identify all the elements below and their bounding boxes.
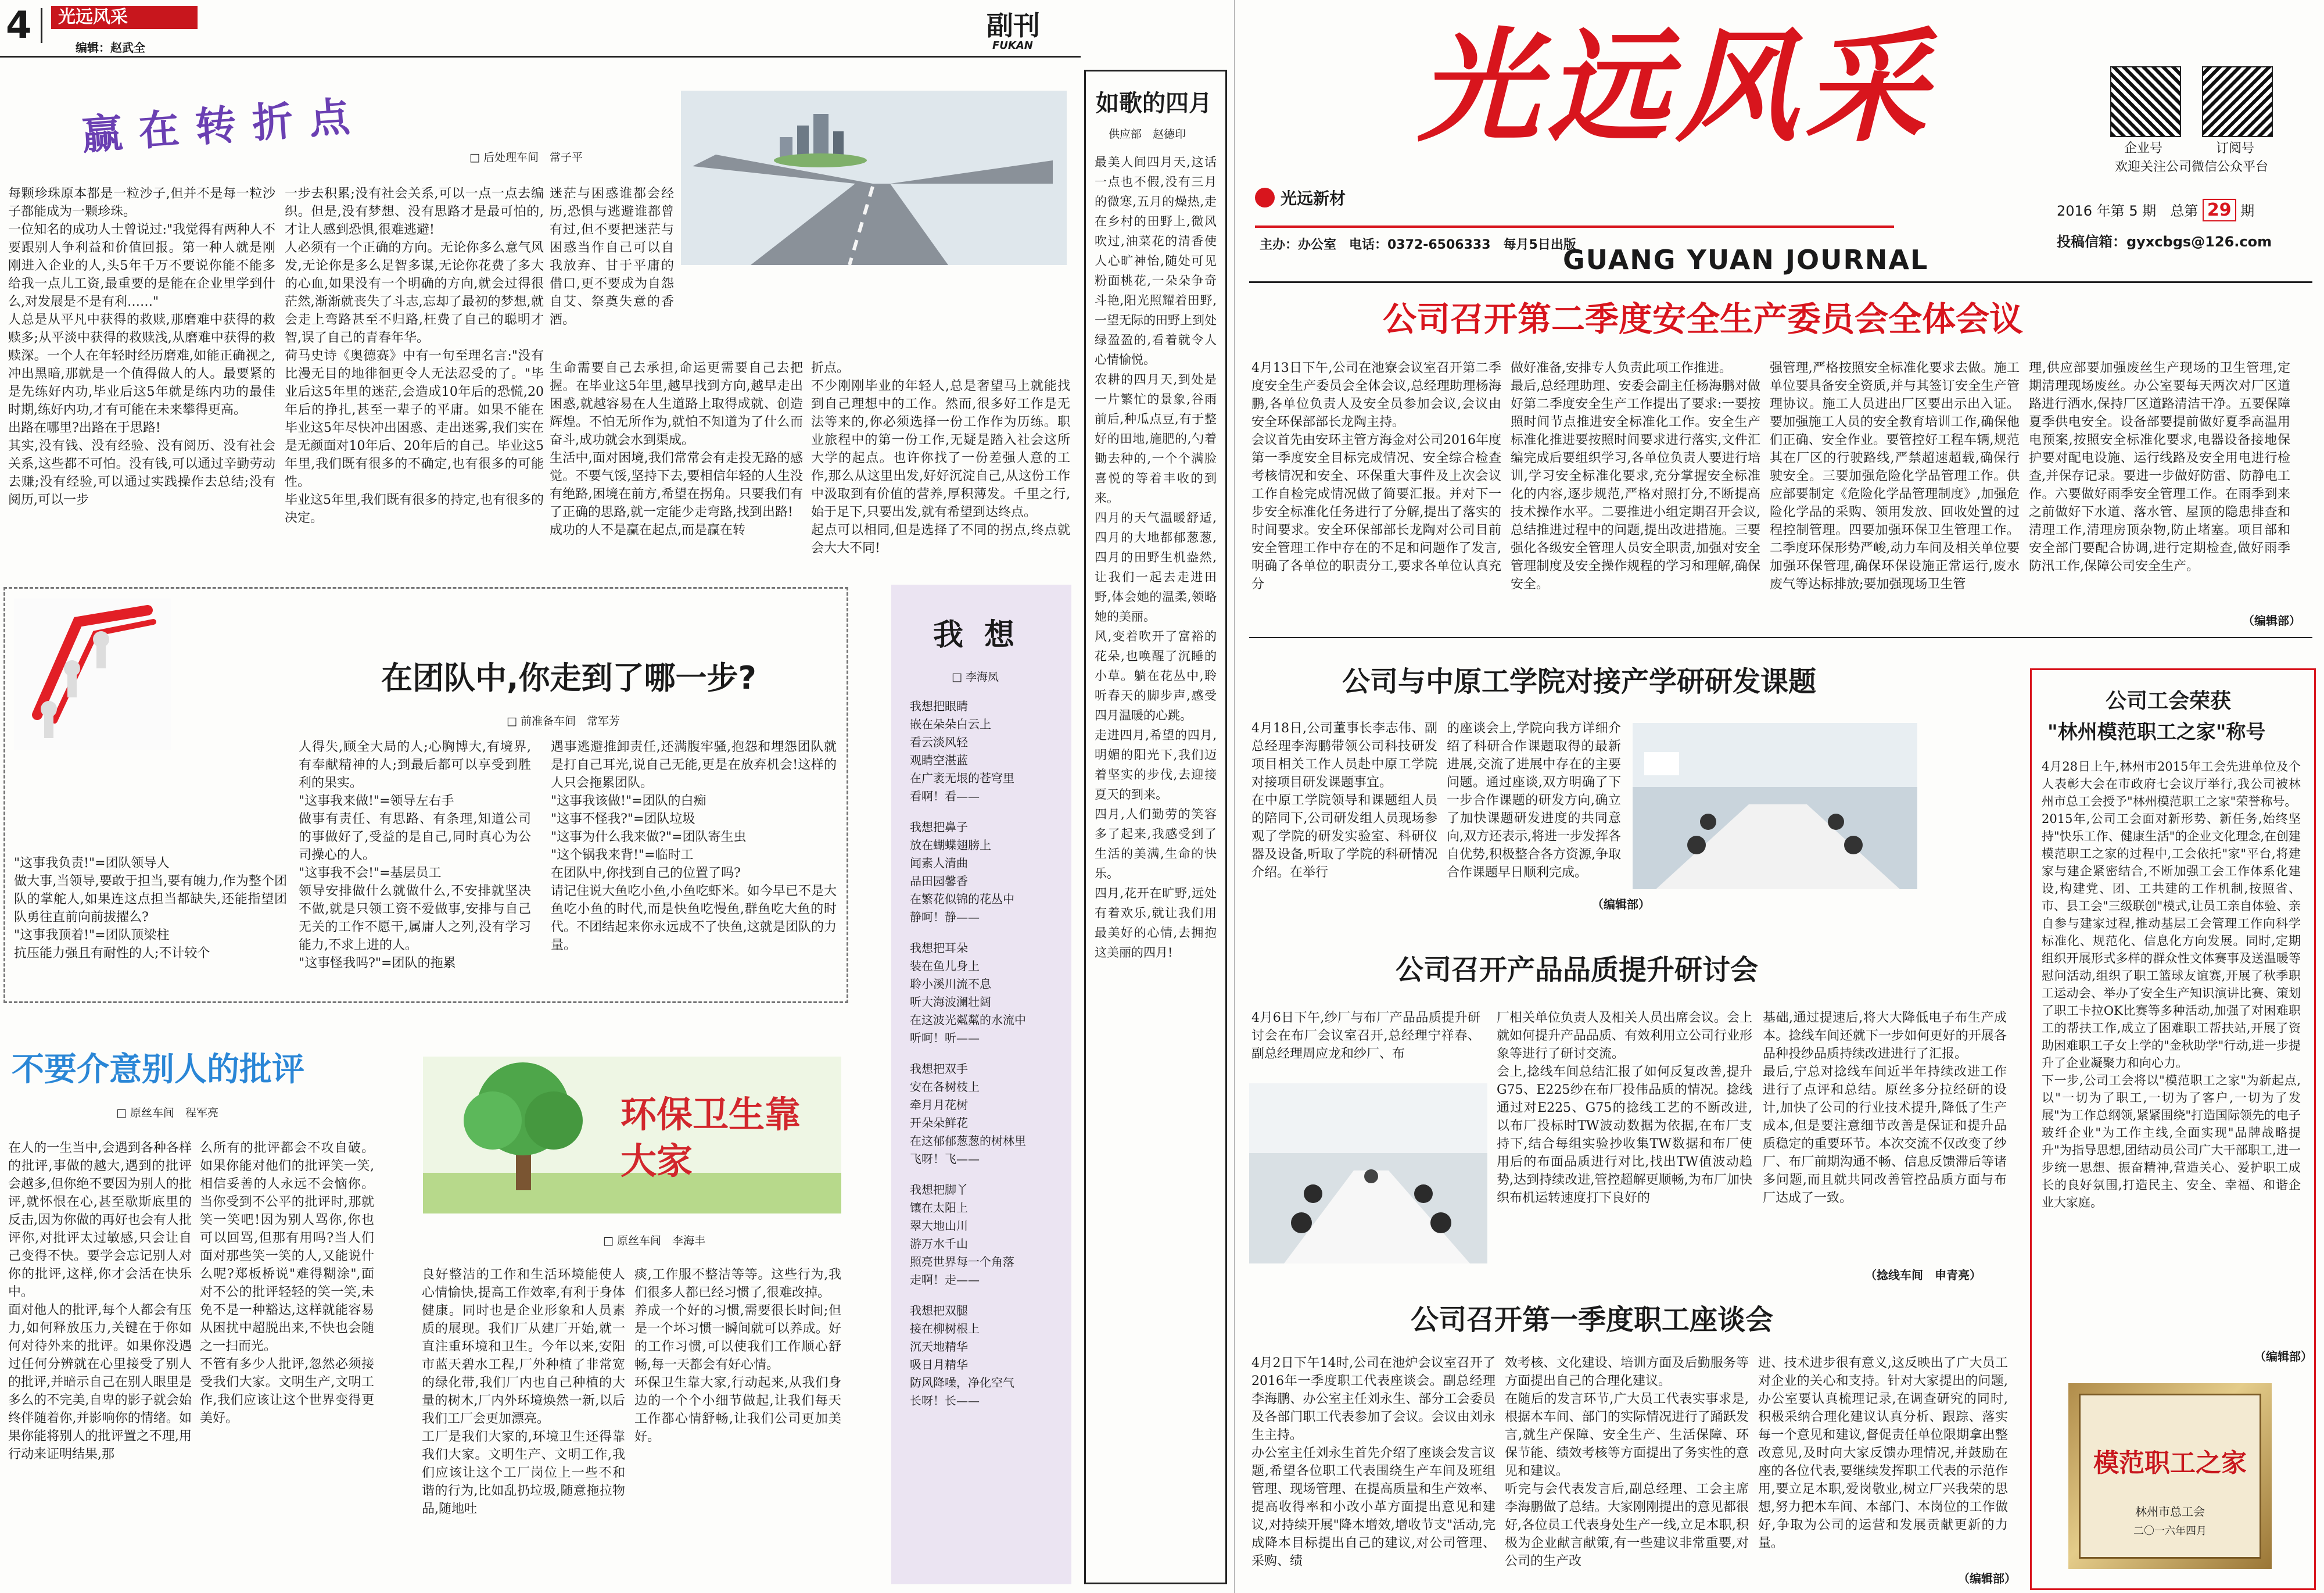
article-win-col2: 一步去积累;没有社会关系,可以一点一点去编织。但是,没有梦想、没有思路才是最可怕的,才让人感到恐惧,很难逃避! 人必须有一个正确的方向。无论你多么意气风发,无论你是多么足智多谋,无论你花费了多大的心血,如果没有一个明确的方向,就会过得很茫然,渐渐就丧失了斗志,忘却了最初的梦想,就会走上弯路甚至不归路,枉费了自己的聪明才智,误了自己的青春年华。 荷马史诗《奥德赛》中有一句至理名言:"没有比漫无目的地徘徊更令人无法忍受的了。"毕业后这5年里的迷茫,会造成10年后的恐慌,20年后的挣扎,甚至一辈子的平庸。如果不能在毕业这5年尽快冲出困惑、走出迷雾,我们实在是无颜面对10年后、20年后的自己。毕业这5年里,我们既有很多的不确定,也有很多的可能性。 毕业这5年里,我们既有很多的持定,也有很多的决定。: [285, 187, 544, 525]
forum-col2: 效考核、文化建设、培训方面及后勤服务等方面提出自己的合理化建议。 在随后的发言环节,广大员工代表实事求是,根据本车间、部门的实际情况进行了踊跃发言,就生产保障、安全生产、生活保障、环保节能、绩效考核等方面提出了务实性的意见和建议。 听完与会代表发言后,副总经理、工会主席李海鹏做了总结。大家刚刚提出的意见都很好,各位员工代表身处生产一线,立足本职,积极为企业献言献策,有一些建议非常重要,对公司的生产改: [1505, 1356, 1749, 1569]
email-line: 投稿信箱：gyxcbgs@126.com: [2057, 234, 2272, 250]
think-stanza: 我想把双腿 接在柳树根上 沉天地精华 吸日月精华 防风降噪，净化空气 长呀！长——: [910, 1304, 1014, 1408]
cooperation-col2: 的座谈会上,学院向我方详细介绍了科研合作课题取得的最新进展,交流了进展中存在的主要问题。通过座谈,双方明确了下一步合作课题的研发方向,确立了加快课题研发进度的共同意向,双方还表示,将进一步发挥各自优势,积极整合各方资源,争取合作课题早日顺利完成。: [1447, 721, 1621, 880]
qr-code-enterprise[interactable]: [2110, 66, 2181, 137]
think-stanza: 我想把眼睛 嵌在朵朵白云上 看云淡风轻 观睛空湛蓝 在广袤无垠的苍穹里 看啊！看——: [910, 699, 1014, 803]
forum-col1: 4月2日下午14时,公司在池炉会议室召开了2016年一季度职工代表座谈会。副总经理李海鹏、办公室主任刘永生、部分工会委员及各部门职工代表参加了会议。会议由刘永生主持。 办公室主任刘永生首先介绍了座谈会发言议题,希望各位职工代表围绕生产车间及班组管理、现场管理、在提高质量和生产效率、提高收得率和小改小革方面提出意见和建议,对持续开展"降本增效,增收节支"活动,完成降本目标提出自己的建议,对公司管理、采购、绩: [1251, 1356, 1495, 1569]
article-win-col4: 生命需要自己去承担,命运更需要自己去把握。在毕业这5年里,越早找到方向,越早走出困惑,就越容易在人生道路上取得成就、创造辉煌。不怕无所作为,就怕不知道为了什么而奋斗,成功就会水到渠成。 生活中,面对困境,我们常常会有走投无路的感觉。不要气馁,坚持下去,要相信年轻的人生没有绝路,困境在前方,希望在拐角。只要我们有了正确的思路,就一定能少走弯路,找到出路! 成功的人不是赢在起点,而是赢在转: [550, 361, 803, 538]
green-tree-banner: [423, 1057, 841, 1213]
think-stanza: 我想把耳朵 装在鱼儿身上 聆小溪川流不息 听大海波澜壮阔 在这波光粼粼的水流中 听呵！听——: [910, 941, 1026, 1045]
masthead-en: GUANG YUAN JOURNAL: [1563, 244, 1929, 275]
union-title-line2: "林州模范职工之家"称号: [2047, 721, 2266, 744]
think-stanza: 我想把鼻子 放在蝴蝶翅膀上 闻素人清曲 品田园馨香 在繁花似锦的花丛中 静呵！静——: [910, 820, 1014, 924]
plaque-sub: 林州市总工会: [2135, 1505, 2205, 1519]
forum-title: 公司召开第一季度职工座谈会: [1411, 1304, 1774, 1336]
think-poem-stanzas: [910, 697, 1067, 1575]
quality-col1: 4月6日下午,纱厂与布厂产品品质提升研讨会在布厂会议室召开,总经理宁祥春、副总经理周应龙和纱厂、布: [1251, 1011, 1480, 1061]
article-win-byline: □ 后处理车间 常子平: [469, 151, 583, 164]
team-article-col2: 遇事逃避推卸责任,还满腹牢骚,抱怨和埋怨团队就是打自己耳光,说自己无能,更是在放弃机会!这样的人只会拖累团队。 "这事我该做!"=团队的白痴 "这事不怪我?"=团队垃圾 "这事为什么我来做?"=团队寄生虫 "这个锅我来背!"=临时工 在团队中,你找到自己的位置了吗? 请记住说大鱼吃小鱼,小鱼吃虾米。如今早已不是大鱼吃小鱼的时代,而是快鱼吃慢鱼,群鱼吃大鱼的时代。不团结起来你永远成不了快鱼,这就是团队的力量。: [551, 740, 837, 953]
safety-col1: 4月13日下午,公司在池寮会议室召开第二季度安全生产委员会全体会议,总经理助理杨海鹏,各单位负责人及安全员参加会议,会议由安全环保部部长龙陶主持。 会议首先由安环主管方海金对公司2016年度第一季度安全目标完成情况、安全综合检查考核情况和安全、环保重大事件及上次会议工作自检完成情况做了简要汇报。并对下一步安全标准化任务进行了分解,提出了落实的时间要求。安全环保部部长龙陶对公司目前安全管理工作中存在的不足和问题作了发言,明确了各单位的职责分工,要求各单位认真充分: [1251, 361, 1501, 592]
article-win-col3: 迷茫与困惑谁都会经历,恐惧与逃避谁都曾有过,但不要把迷茫与困惑当作自己可以自我放弃、甘于平庸的借口,更不要成为自怨自艾、祭奠失意的香酒。: [550, 187, 674, 327]
qr-caption: 欢迎关注公司微信公众平台: [2115, 160, 2269, 174]
section-title: 副刊: [987, 10, 1040, 41]
team-article-col0: "这事我负责!"=团队领导人 做大事,当领导,要敢于担当,要有魄力,作为整个团队的掌舵人,如果连这点担当都缺失,还能指望团队勇往直前向前拔擢么? "这事我顶着!"=团队顶梁柱 抗压能力强且有耐性的人;不计较个: [14, 856, 287, 961]
green-article-col1: 良好整洁的工作和生活环境能使人心情愉快,提高工作效率,有利于身体健康。同时也是企业形象和人员素质的展现。我们厂从建厂开始,就一直注重环境和卫生。今年以来,安阳市蓝天碧水工程,厂外种植了非常宽的绿化带,我们厂内也自己种植的大量的树木,厂内外环境焕然一新,以后我们工厂会更加漂亮。 工厂是我们大家的,环境卫生还得靠我们大家。文明生产、文明工作,我们应该让这个工厂岗位上一些不和谐的行为,比如乱扔垃圾,随意拖拉物品,随地吐: [422, 1268, 625, 1516]
small-masthead: 光远风采: [51, 6, 198, 29]
quality-col2: 厂相关单位负责人及相关人员出席会议。会上就如何提升产品品质、有效利用立公司行业形象等进行了研讨交流。 会上,捻线车间总结汇报了如何反复改善,提升G75、E225纱在布厂投伟品质的情况。捻线通过对E225、G75的捻线工艺的不断改进,以布厂投标时TW波动数据为依据,在布厂支持下,结合每组实验抄收集TW数据和布厂使用后的布面品质进行对比,找出TW值波动趋势,达到持续改进,管控超解更顺畅,为布厂加快织布机运转速度打下良好的: [1497, 1011, 1753, 1205]
masthead-title: 光远风采: [1418, 15, 1934, 159]
safety-headline: 公司召开第二季度安全生产委员会全体会议: [1383, 299, 2024, 339]
plaque-title: 模范职工之家: [2093, 1448, 2247, 1478]
quality-col3: 基础,通过提速后,将大大降低电子布生产成本。捻线车间还就下一步如何更好的开展各品种投纱品质持续改进进行了汇报。 最后,宁总对捻线车间近半年持续改进工作进行了点评和总结。原丝多分拉经研的设计,加快了公司的行业技术提升,降低了生产成本,但是要注意细节改善是保证和提升品质稳定的重要环节。本次交流不仅改变了纱厂、布厂前期沟通不畅、信息反馈滞后等诸多问题,而且就共同改善管控品质方面与布厂达成了一致。: [1763, 1011, 2007, 1205]
union-title-line1: 公司工会荣获: [2106, 689, 2232, 713]
plaque-date: 二〇一六年四月: [2133, 1525, 2207, 1537]
section-en: FUKAN: [992, 40, 1033, 52]
qr-code-subscription[interactable]: [2202, 66, 2273, 137]
sponsor-line: 主办：办公室 电话：0372-6506333 每月5日出版: [1260, 238, 1576, 252]
think-poem-byline: □ 李海凤: [952, 671, 999, 683]
safety-col4: 理,供应部要加强废丝生产现场的卫生管理,定期清理现场废丝。办公室要每天两次对厂区道路进行洒水,保持厂区道路清洁干净。五要保障夏季供电安全。设备部要提前做好夏季高温用电预案,按照安全标准化要求,电器设备接地保护要对配电设施、运行线路及安全用电进行检查,并保存记录。要进一步做好防雷、防静电工作。六要做好雨季安全管理工作。在雨季到来之前做好下水道、落水管、屋顶的隐患排查和清理工作,清理房顶杂物,防止堵塞。项目部和安全部门要配合协调,进行定期检查,做好雨季防汛工作,保障公司安全生产。: [2029, 361, 2290, 574]
team-article-title: 在团队中,你走到了哪一步?: [381, 660, 756, 696]
think-stanza: 我想把脚丫 镶在太阳上 翠大地山川 游万水千山 照亮世界每一个角落 走啊！走——: [910, 1183, 1014, 1287]
think-poem-title: 我想: [933, 617, 1036, 653]
article-win-col5: 折点。 不少刚刚毕业的年轻人,总是奢望马上就能找到自己理想中的工作。然而,很多好工作是无法等来的,你必须选择一份工作作为历练。职业旅程中的第一份工作,无疑是踏入社会这所大学的起点。也许你找了一份差强人意的工作,那么从这里出发,好好沉淀自己,从这份工作中汲取到有价值的营养,厚积薄发。千里之行,始于足下,只要出发,就有希望到达终点。 起点可以相同,但是选择了不同的拐点,终点就会大大不同!: [811, 361, 1070, 556]
issue-line: [2057, 199, 2254, 221]
quality-editor: （捻线车间 申青亮）: [1865, 1268, 1981, 1282]
issue-number: 29: [2203, 199, 2236, 221]
think-stanza: 我想把双手 安在各树枝上 牵月月花树 开朵朵鲜花 在这郁郁葱葱的树林里 飞呀！飞——: [910, 1062, 1026, 1166]
article-win-title: 赢在转折点: [80, 91, 368, 159]
cooperation-editor: （编辑部）: [1592, 897, 1650, 911]
team-article-byline: □ 前准备车间 常军芳: [507, 715, 620, 728]
union-plaque: [2068, 1383, 2272, 1569]
union-text: 4月28日上午,林州市2015年工会先进单位及个人表彰大会在市政府七会议厅举行,我公司被林州市总工会授予"林州模范职工之家"荣誉称号。 2015年,公司工会面对新形势、新任务,始终坚持"快乐工作、健康生活"的企业文化理念,在创建模范职工之家的过程中,工会依托"家"平台,将建家与建企紧密结合,不断加强工会工作体系化建设,构建党、团、工共建的工作机制,按照省、市、县工会"三级联创"模式,让员工亲自体验、亲自参与建家过程,推动基层工会管理工作向科学标准化、规范化、信息化方向发展。同时,定期组织开展形式多样的群众性文体赛事及送温暖等慰问活动,组织了职工篮球友谊赛,开展了秋季职工运动会、举办了安全生产知识演讲比赛、策划了职工卡拉OK比赛等多种活动,加强了对困难职工的帮扶工作,成立了困难职工帮扶站,开展了资助困难职工子女上学的"金秋助学"行动,进一步提升了企业凝聚力和向心力。 下一步,公司工会将以"模范职工之家"为新起点,以"一切为了职工,一切为了客户,一切为了发展"为工作总纲领,紧紧围绕"打造国际领先的电子玻纤企业"为工作主线,全面实现"品牌战略提升"为指导思想,团结动员公司广大干部职工,进一步统一思想、振奋精神,营造关心、爱护职工成长的良好氛围,打造民主、安全、幸福、和谐企业大家庭。: [2042, 760, 2301, 1209]
left-page-header: [0, 0, 1081, 58]
team-article-col1: 人得失,顾全大局的人;心胸博大,有境界,有奉献精神的人;到最后都可以享受到胜利的果实。 "这事我来做!"=领导左右手 做事有责任、有思路、有条理,知道公司的事做好了,受益的是自己,同时真心为公司操心的人。 "这事我不会!"=基层员工 领导安排做什么就做什么,不安排就坚决不做,就是只领工资不爱做事,安排与自己无关的工作不愿干,属庸人之列,没有学习能力,不求上进的人。 "这事怪我吗?"=团队的拖累: [299, 740, 531, 971]
critic-article-col1: 在人的一生当中,会遇到各种各样的批评,事做的越大,遇到的批评会越多,但你绝不要因为别人的批评,就怀恨在心,甚至歇斯底里的反击,因为你做的再好也会有人批评你,对批评太过敏感,只会让自己变得不快。要学会忘记别人对你的批评,这样,你才会活在快乐中。 面对他人的批评,每个人都会有压力,如何释放压力,关键在于你如何对待外来的批评。如果你没遇过任何分辨就在心里接受了别人的批评,并暗示自己在别人眼里是多么的不完美,自卑的影子就会始终伴随着你,并影响你的情绪。如果你能将别人的批评置之不理,用行动来证明结果,那: [8, 1141, 192, 1462]
forum-col3: 进、技术进步很有意义,这反映出了广大员工对企业的关心和支持。针对大家提出的问题,办公室要认真梳理记录,在调查研究的同时,积极采纳合理化建议认真分析、跟踪、落实每一个意见和建议,督促责任单位限期拿出整改意见,及时向大家反馈办理情况,并鼓励在座的各位代表,要继续发挥职工代表的示范作用,要立足本职,爱岗敬业,树立厂兴我荣的思想,努力把本车间、本部门、本岗位的工作做好,争取为公司的运营和发展贡献更新的力量。: [1758, 1356, 2008, 1551]
green-banner-title: 环保卫生靠大家: [621, 1093, 801, 1182]
cooperation-col1: 4月18日,公司董事长李志伟、副总经理李海鹏带领公司科技研发项目相关工作人员赴中原工学院对接项目研发课题事宜。 在中原工学院领导和课题组人员的陪同下,公司研发组人员现场参观了学院的研发实验室、科研仪器及设备,听取了学院的科研情况介绍。在举行: [1251, 721, 1437, 880]
qr-label-enterprise: 企业号: [2124, 141, 2163, 156]
right-page-masthead: [1243, 12, 2318, 275]
company-logo: [1255, 186, 1346, 209]
safety-col3: 强管理,严格按照安全标准化要求去做。施工单位要具备安全资质,并与其签订安全生产管理协议。施工人员进出厂区要出示出入证。要加强施工人员的安全教育培训工作,确保他们正确、安全作业。要管控好工程车辆,规范其在厂区的行驶路线,严禁超速超载,确保行驶安全。三要加强危险化学品管理工作。供应部要制定《危险化学品管理制度》,加强危险化学品的采购、领用发放、回收处置的过程控制管理。四要加强环保卫生管理工作。二季度环保形势严峻,动力车间及相关单位要加强环保管理,确保环保设施正常运行,废水废气等达标排放;要加强现场卫生管: [1770, 361, 2020, 592]
cooperation-title: 公司与中原工学院对接产学研研发课题: [1342, 665, 1817, 698]
article-win-col1: 每颗珍珠原本都是一粒沙子,但并不是每一粒沙子都能成为一颗珍珠。 一位知名的成功人士曾说过:"我觉得有两种人不要跟别人争利益和价值回报。第一种人就是刚刚进入企业的人,头5年千万不要说你能不能多给我一点儿工资,最重要的是能在企业里学到什么,对发展是不是有利……" 人总是从平凡中获得的救赎,那磨难中获得的救赎多;从平淡中获得的救赎浅,从磨难中获得的救赎深。一个人在年轻时经历磨难,如能正确视之,冲出黑暗,那就是一个值得做人的人。最要紧的是先练好内功,毕业后这5年就是练内功的最佳时期,练好内功,才有可能在未来攀得更高。 出路在哪里?出路在于思路! 其实,没有钱、没有经验、没有阅历、没有社会关系,这些都不可怕。没有钱,可以通过辛勤劳动去赚;没有经验,可以通过实践操作去总结;没有阅历,可以一步: [8, 187, 275, 507]
quality-meeting-photo: [1249, 1083, 1487, 1263]
critic-article-title: 不要介意别人的批评: [12, 1051, 304, 1089]
qr-label-subscription: 订阅号: [2216, 141, 2255, 156]
forum-editor: （编辑部）: [1958, 1571, 2016, 1585]
quality-title: 公司召开产品品质提升研讨会: [1396, 954, 1759, 986]
april-song-text: 最美人间四月天,这话一点也不假,没有三月的微寒,五月的燥热,走在乡村的田野上,微风吹过,油菜花的清香使人心旷神怡,随处可见粉面桃花,一朵朵争奇斗艳,阳光照耀着田野,一望无际的田野上到处绿盈盈的,看着就令人心情愉悦。 农耕的四月天,到处是一片繁忙的景象,谷雨前后,种瓜点豆,有于整好的田地,施肥的,勺着锄去种的,一个个满脸喜悦的等着丰收的到来。 四月的天气温暖舒适,四月的大地都郁葱葱,四月的田野生机盎然,让我们一起去走进田野,体会她的温柔,领略她的美丽。 风,变着吹开了富裕的花朵,也唤醒了沉睡的小草。躺在花丛中,聆听春天的脚步声,感受四月温暖的心跳。 走进四月,希望的四月,明媚的阳光下,我们迈着坚实的步伐,去迎接夏天的到来。 四月,人们勤劳的笑容多了起来,我感受到了生活的美满,生命的快乐。 四月,花开在旷野,远处有着欢乐,就让我们用最美好的心情,去拥抱这美丽的四月!: [1095, 155, 1217, 960]
issue-text: 2016 年第 5 期 总第: [2057, 203, 2199, 219]
issue-suffix: 期: [2240, 203, 2255, 219]
april-song-title: 如歌的四月: [1096, 90, 1212, 117]
safety-editor: （编辑部）: [2243, 614, 2301, 628]
critic-article-byline: □ 原丝车间 程军亮: [116, 1107, 218, 1119]
green-article-col2: 痰,工作服不整洁等等。这些行为,我们很多人都已经习惯了,很难改掉。 养成一个好的习惯,需要很长时间;但是一个坏习惯一瞬间就可以养成。好的工作习惯,可以使我们工作顺心舒畅,每一天都会有好心情。 环保卫生靠大家,行动起来,从我们身边的一个个小细节做起,让我们每天工作都心情舒畅,让我们公司更加美好。: [634, 1268, 841, 1444]
union-editor: （编辑部）: [2254, 1349, 2312, 1363]
cooperation-meeting-photo: [1633, 723, 1917, 889]
critic-article-col2: 么所有的批评都会不攻自破。如果你能对他们的批评笑一笑,相信妥善的人永远不会恼你。当你受到不公平的批评时,那就笑一笑吧!因为别人骂你,你也可以回骂,但那有用吗?当人们面对那些笑一笑的人,又能说什么呢?郑板桥说"难得糊涂",面对不公的批评轻轻的笑一笑,未免不是一种豁达,这样就能容易从困扰中超脱出来,不快也会随之一扫而光。 不管有多少人批评,忽然必须接受我们大家。文明生产,文明工作,我们应该让这个世界变得更美好。: [200, 1141, 374, 1426]
logo-text: 光远新材: [1281, 189, 1346, 208]
april-song-byline: 供应部 赵德印: [1109, 128, 1186, 141]
logo-icon: [1255, 188, 1275, 207]
ladder-teamwork-illustration: [14, 599, 171, 750]
green-article-byline: □ 原丝车间 李海丰: [603, 1234, 705, 1247]
safety-col2: 做好准备,安排专人负责此项工作推进。 最后,总经理助理、安委会副主任杨海鹏对做好第二季度安全生产工作提出了要求:一要按照时间节点推进安全标准化工作。安全生产标准化推进要按照时间要求进行落实,文件汇编完成后要组织学习,各单位负责人要进行培训,学习安全标准化要求,充分掌握安全标准化的内容,逐步规范,严格对照打分,不断提高技术操作水平。二要推进小组定期召开会议,总结推进过程中的问题,提出改进措施。三要强化各级安全管理人员安全职责,加强对安全管理制度及安全操作规程的学习和理解,确保安全。: [1511, 361, 1760, 592]
page-number: 4: [6, 4, 32, 47]
editor-label: 编辑：赵武全: [76, 41, 145, 55]
road-illustration: [681, 91, 1067, 265]
